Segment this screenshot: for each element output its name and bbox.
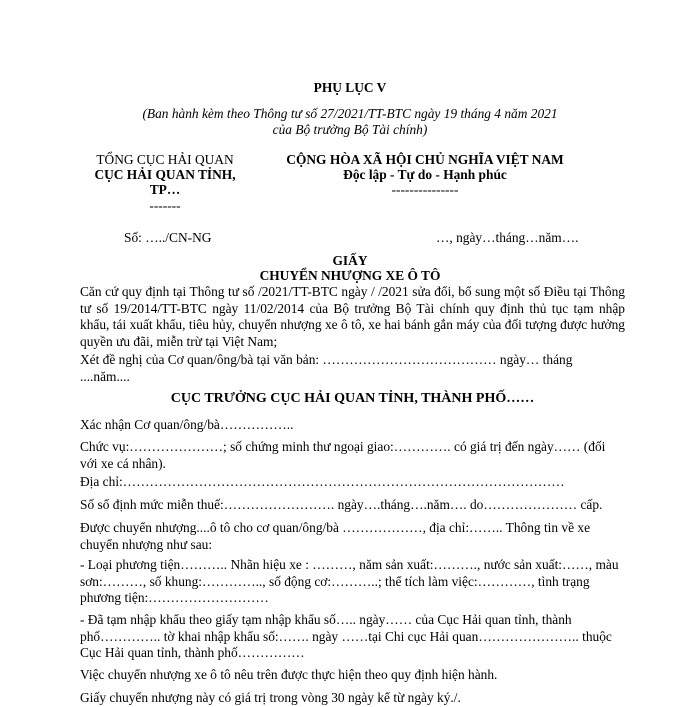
national-title: CỘNG HÒA XÃ HỘI CHỦ NGHĨA VIỆT NAM [286,152,564,167]
address-paragraph: Địa chỉ:……………………………………………………………………………………… [80,474,565,489]
agency-rule: ------- [149,198,181,213]
appendix-subtitle-line1: (Ban hành kèm theo Thông tư số 27/2021/TT-BTC ngày 19 tháng 4 năm 2021 [142,106,558,121]
document-number: Số: …../CN-NG [124,230,212,245]
appendix-subtitle-line2: của Bộ trưởng Bộ Tài chính) [272,122,428,137]
execution-paragraph: Việc chuyển nhượng xe ô tô nêu trên được thực hiện theo quy định hiện hành. [80,667,498,682]
request-paragraph: Xét đề nghị của Cơ quan/ông/bà tại văn bản: ………………………………… ngày… tháng ....năm.... [80,352,573,384]
import-paragraph: - Đã tạm nhập khẩu theo giấy tạm nhập khẩu số….. ngày…… của Cục Hải quan tỉnh, thành phố………….. tờ khai nhập khẩu số:……. ngày ……tại Chi cục Hải quan………………….. thuộc Cục Hải quan tỉnh, thành phố…………… [80,612,612,660]
director-heading: CỤC TRƯỞNG CỤC HẢI QUAN TỈNH, THÀNH PHỐ…… [170,391,535,406]
national-motto: Độc lập - Tự do - Hạnh phúc [343,167,507,182]
doc-title-line2: CHUYỂN NHƯỢNG XE Ô TÔ [259,268,441,283]
doc-title-line1: GIẤY [332,253,368,268]
document-date: …, ngày…tháng…năm…. [436,230,579,245]
quota-paragraph: Số sổ định mức miễn thuế:……………………. ngày….tháng….năm…. do………………… cấp. [80,497,603,512]
appendix-title: PHỤ LỤC V [313,80,387,95]
vehicle-paragraph: - Loại phương tiện……….. Nhãn hiệu xe : ………, năm sản xuất:………., nước sản xuất:……, màu sơn:………, số khung:………….., số động cơ:………..; thể tích làm việc:…………, tình trạng phương tiện:……………………… [80,557,619,605]
agency-city: TP… [149,182,181,197]
agency-general-dept: TỔNG CỤC HẢI QUAN [96,152,234,167]
confirm-paragraph: Xác nhận Cơ quan/ông/bà…………….. [80,417,294,432]
position-paragraph: Chức vụ:…………………; số chứng minh thư ngoại giao:…………. có giá trị đến ngày…… (đối với xe cá nhân). [80,439,606,471]
legal-basis-paragraph: Căn cứ quy định tại Thông tư số /2021/TT-BTC ngày / /2021 sửa đổi, bổ sung một số Điều tại Thông tư số 19/2014/TT-BTC ngày 11/02/2014 của Bộ trưởng Bộ Tài chính quy định thủ tục tạm nhập khẩu, tái xuất khẩu, tiêu hủy, chuyển nhượng xe ô tô, xe hai bánh gắn máy của đối tượng được hưởng quyền ưu đãi, miễn trừ tại Việt Nam; [80,284,625,349]
validity-paragraph: Giấy chuyển nhượng này có giá trị trong vòng 30 ngày kể từ ngày ký./. [80,690,461,705]
national-rule: --------------- [391,182,459,197]
agency-provincial-dept: CỤC HẢI QUAN TỈNH, [94,167,236,182]
transfer-paragraph: Được chuyển nhượng....ô tô cho cơ quan/ông/bà ………………, địa chỉ:…….. Thông tin về xe chuyển nhượng như sau: [80,520,591,552]
